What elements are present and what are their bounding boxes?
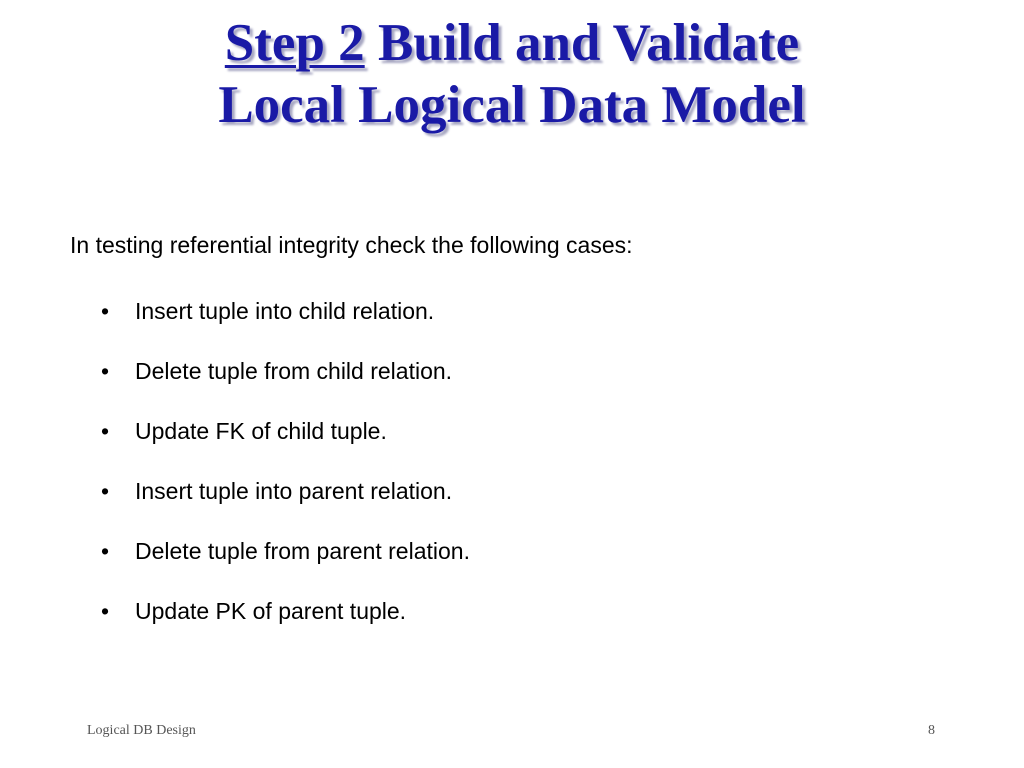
bullet-icon: • — [101, 298, 110, 324]
bullet-icon: • — [101, 358, 110, 384]
bullet-text: Update FK of child tuple. — [135, 418, 387, 444]
title-step-label: Step 2 — [224, 14, 365, 72]
bullet-icon: • — [101, 418, 110, 444]
footer-title: Logical DB Design — [87, 723, 196, 738]
intro-text: In testing referential integrity check the following cases: — [70, 232, 633, 258]
slide-title — [0, 12, 1024, 136]
title-line1-rest: Build and Validate — [364, 14, 800, 72]
bullet-text: Delete tuple from child relation. — [135, 358, 453, 384]
bullet-text: Update PK of parent tuple. — [135, 598, 407, 624]
page-number: 8 — [928, 723, 935, 738]
bullet-text: Insert tuple into child relation. — [135, 298, 435, 324]
bullet-text: Insert tuple into parent relation. — [135, 478, 453, 504]
title-line2: Local Logical Data Model — [218, 76, 806, 134]
bullet-text: Delete tuple from parent relation. — [135, 538, 470, 564]
bullet-icon: • — [101, 538, 110, 564]
bullet-icon: • — [101, 478, 110, 504]
bullet-icon: • — [101, 598, 110, 624]
